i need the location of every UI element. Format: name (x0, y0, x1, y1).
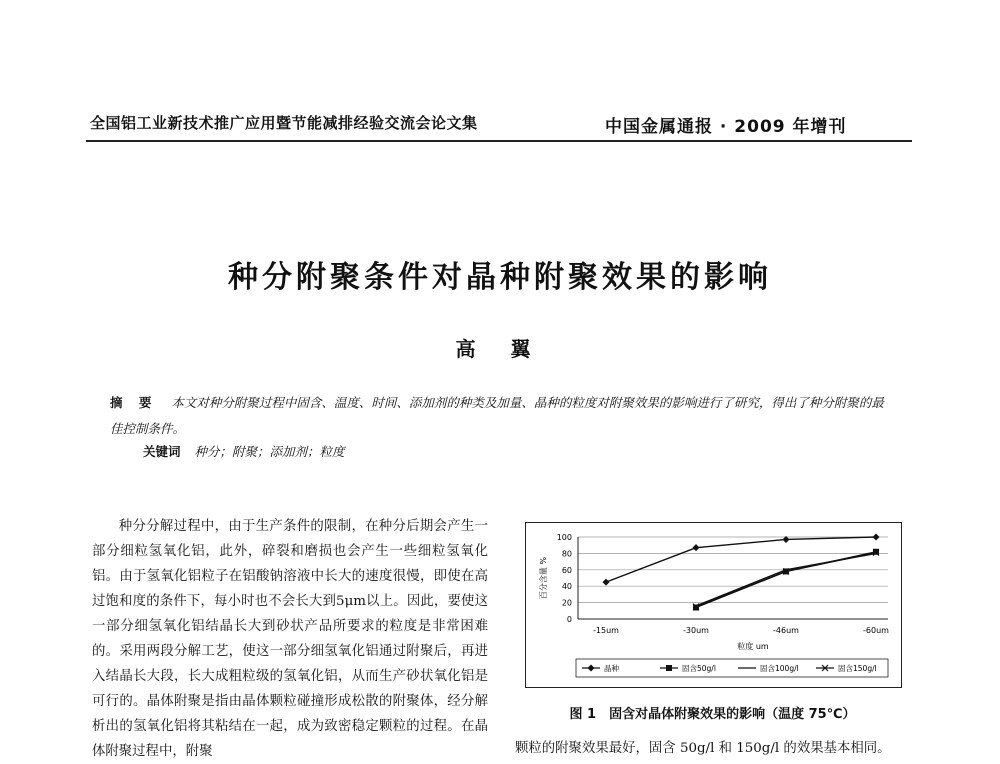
keywords (143, 442, 345, 460)
data-point (603, 579, 610, 586)
y-tick-label: 80 (561, 549, 572, 559)
legend-label: 固含100g/l (760, 664, 799, 673)
x-tick-label: -46um (773, 626, 799, 635)
keywords-text: 种分；附聚；添加剂；粒度 (194, 444, 345, 459)
header-rule (86, 140, 912, 142)
figure-caption: 图 1 固含对晶体附聚效果的影响（温度 75℃） (569, 707, 856, 722)
series-line-2 (696, 553, 876, 605)
legend-label: 固含50g/l (682, 664, 716, 673)
series-line-1 (696, 552, 876, 608)
body-paragraph: 种分分解过程中，由于生产条件的限制，在种分后期会产生一部分细粒氢氧化铝，此外，碎裂和磨损也会产生一些细粒氢氧化铝。由于氢氧化铝粒子在铝酸钠溶液中长大的速度很慢，即使在高过饱和度的条件下，每小时也不会长大到5μm以上。因此，要使这一部分细氢氧化铝结晶长大到砂状产品所要求的粒度是非常困难的。采用两段分解工艺，使这一部分细氢氧化铝通过附聚后，再进入结晶长大段，长大成粗粒级的氢氧化铝，从而生产砂状氧化铝是可行的。晶体附聚是指由晶体颗粒碰撞形成松散的附聚体，经分解析出的氢氧化铝将其粘结在一起，成为致密稳定颗粒的过程。在晶体附聚过程中，附聚 (92, 519, 488, 759)
author-name: 高 翼 (455, 337, 545, 361)
x-tick-label: -30um (683, 626, 709, 635)
figure-chart (525, 522, 902, 688)
abstract (110, 390, 890, 442)
y-tick-label: 0 (566, 615, 572, 624)
y-tick-label: 40 (561, 582, 572, 592)
y-tick-label: 20 (561, 598, 572, 608)
abstract-text: 本文对种分附聚过程中固含、温度、时间、添加剂的种类及加量、晶种的粒度对附聚效果的影响进行了研究，得出了种分附聚的最佳控制条件。 (110, 395, 884, 436)
paper-title: 种分附聚条件对晶种附聚效果的影响 (228, 260, 772, 295)
right-column-text: 颗粒的附聚效果最好，固含 50g/l 和 150g/l 的效果基本相同。 (515, 741, 891, 756)
header-journal-series: 全国铝工业新技术推广应用暨节能减排经验交流会论文集 (90, 114, 478, 132)
y-tick-label: 100 (556, 533, 572, 542)
data-point (873, 534, 880, 541)
legend-label: 固含150g/l (838, 664, 877, 673)
x-tick-label: -15um (593, 626, 619, 635)
x-axis-label: 粒度 um (737, 642, 769, 651)
series-line-3 (696, 553, 876, 607)
abstract-label: 摘 要 (110, 395, 158, 410)
chart-svg (526, 523, 901, 687)
x-tick-label: -60um (863, 626, 889, 635)
y-tick-label: 60 (561, 565, 572, 575)
y-axis-label: 百分含量 % (539, 556, 548, 600)
legend-label: 晶种 (604, 664, 619, 673)
data-point (693, 544, 700, 551)
keywords-label: 关键词 (143, 444, 181, 459)
series-line-0 (606, 537, 876, 582)
legend-marker (666, 665, 672, 671)
legend-marker (588, 665, 595, 672)
header-journal-issue: 中国金属通报 · 2009 年增刊 (605, 117, 847, 137)
